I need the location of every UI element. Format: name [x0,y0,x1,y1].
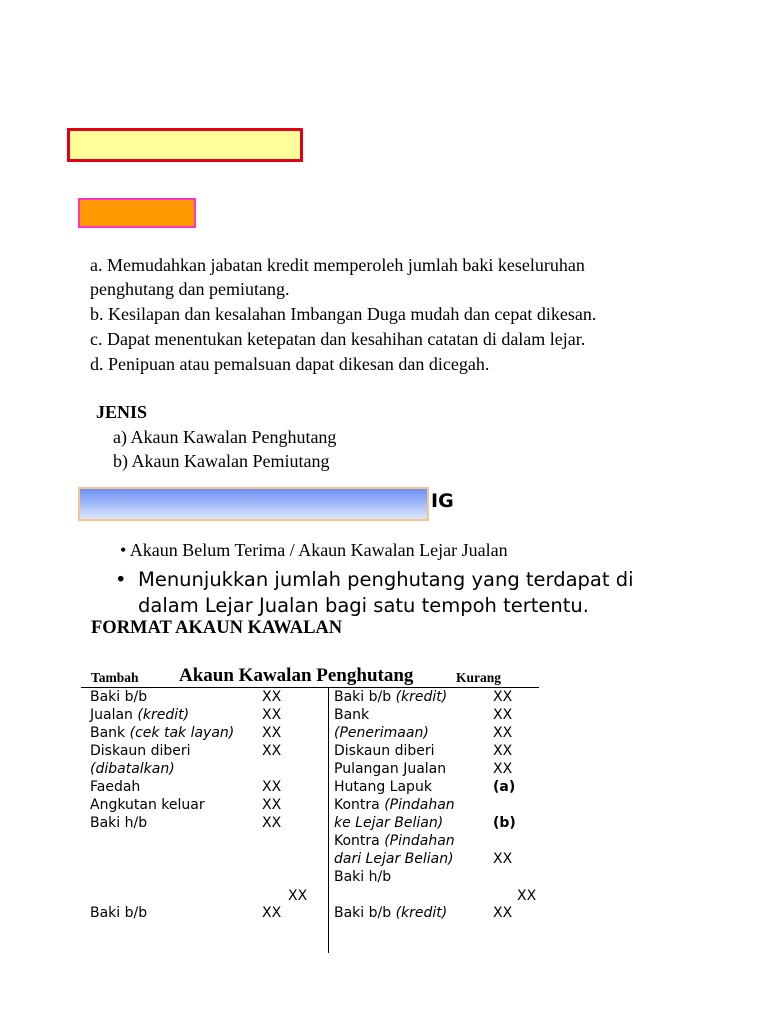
debit-entry-label: Diskaun diberi [90,743,191,759]
credit-entry-label: Pulangan Jualan [334,761,447,777]
jenis-item-a: a) Akaun Kawalan Penghutang [113,427,337,447]
format-title: FORMAT AKAUN KAWALAN [91,618,343,638]
credit-entry-label: Kontra (Pindahan [334,833,455,849]
credit-entry-label: (Penerimaan) [334,725,429,741]
credit-entry-amount: XX [493,761,513,777]
point-a-line2: penghutang dan pemiutang. [90,279,290,299]
debit-entry-label: Baki h/b [90,815,148,831]
credit-entry-label: Baki h/b [334,869,392,885]
debit-entry-label: Bank (cek tak layan) [90,725,235,741]
credit-entry-amount: (a) [493,779,516,795]
credit-entry-amount: XX [493,743,513,759]
credit-entry-amount: XX [493,851,513,867]
point-c: c. Dapat menentukan ketepatan dan kesahihan catatan di dalam lejar. [90,329,586,349]
bullet-text-line1: Menunjukkan jumlah penghutang yang terdapat di [138,568,634,591]
debit-entry-amount: XX [262,797,282,813]
section-heading-tail: IG [431,490,454,512]
debit-entry-label: Baki b/b [90,689,148,705]
debit-entry-label: Jualan (kredit) [90,707,190,723]
bullet-text-line2: dalam Lejar Jualan bagi satu tempoh tertentu. [138,594,589,617]
debit-entry-label: Faedah [90,779,141,795]
credit-entry-amount: XX [493,725,513,741]
credit-entry-label: Bank [334,707,370,723]
credit-entry-label: ke Lejar Belian) [334,815,444,831]
credit-closing-amount: XX [493,905,513,921]
account-right-header: Kurang [456,670,502,685]
jenis-title: JENIS [96,402,148,422]
bullet-mark: • [115,568,127,591]
debit-entry-amount: XX [262,707,282,723]
credit-entry-label: Hutang Lapuk [334,779,432,795]
credit-total: XX [517,888,537,904]
account-top-rule [81,687,539,688]
credit-entry-amount: XX [493,689,513,705]
debit-entry-label: Angkutan keluar [90,797,205,813]
jenis-item-b: b) Akaun Kawalan Pemiutang [113,451,330,471]
credit-entry-amount: (b) [493,815,516,831]
debit-entry-amount: XX [262,725,282,741]
point-b: b. Kesilapan dan kesalahan Imbangan Duga mudah dan cepat dikesan. [90,304,597,324]
section-heading-banner [78,487,429,521]
account-left-header: Tambah [91,670,139,685]
debit-entry-amount: XX [262,815,282,831]
debit-entry-amount: XX [262,779,282,795]
point-a-line1: a. Memudahkan jabatan kredit memperoleh jumlah baki keseluruhan [90,255,585,275]
credit-entry-label: dari Lejar Belian) [334,851,454,867]
subtitle-banner-orange [78,198,196,228]
debit-closing-amount: XX [262,905,282,921]
debit-total: XX [288,888,308,904]
debit-entry-label: (dibatalkan) [90,761,175,777]
debit-entry-amount: XX [262,689,282,705]
point-d: d. Penipuan atau pemalsuan dapat dikesan dan dicegah. [90,354,490,374]
account-center-rule [328,688,329,953]
debit-entry-amount: XX [262,743,282,759]
debit-closing-label: Baki b/b [90,905,148,921]
credit-entry-label: Kontra (Pindahan [334,797,455,813]
title-banner-yellow [67,128,303,162]
credit-closing-label: Baki b/b (kredit) [334,905,448,921]
bullet-akaun-belum-terima: • Akaun Belum Terima / Akaun Kawalan Lejar Jualan [120,540,508,560]
credit-entry-label: Baki b/b (kredit) [334,689,448,705]
account-title: Akaun Kawalan Penghutang [179,665,414,686]
bullet-menunjukkan [115,567,634,617]
credit-entry-label: Diskaun diberi [334,743,435,759]
credit-entry-amount: XX [493,707,513,723]
